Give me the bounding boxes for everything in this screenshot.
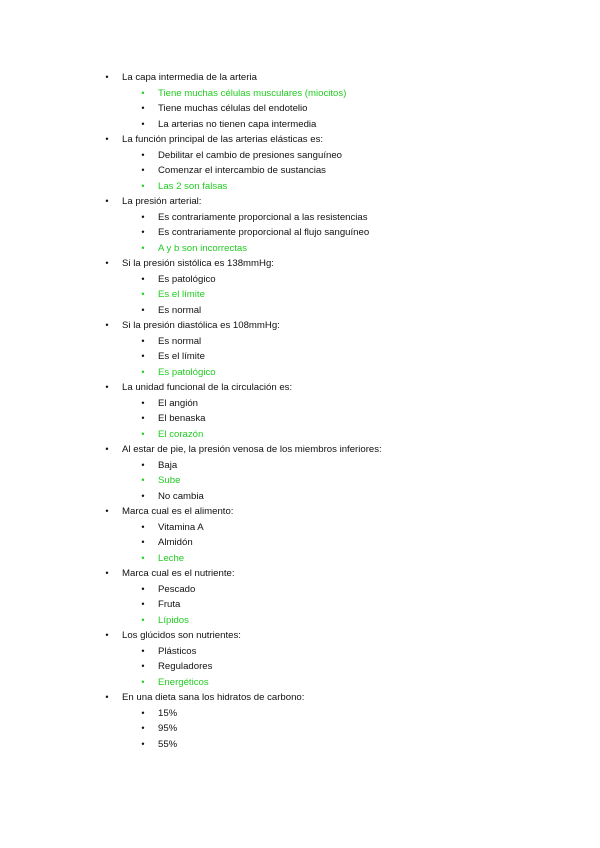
option-item-correct xyxy=(0,179,600,195)
question-item xyxy=(0,566,600,582)
bullet-icon: • xyxy=(141,118,145,129)
bullet-icon: • xyxy=(141,273,145,284)
option-text: Lípidos xyxy=(158,614,189,626)
option-item xyxy=(0,163,600,179)
option-text: Almidón xyxy=(158,537,193,548)
option-text: Es normal xyxy=(158,335,202,347)
bullet-icon: • xyxy=(141,599,145,609)
option-text: Es patológico xyxy=(158,273,216,285)
option-text: Es contrariamente proporcional al flujo sanguíneo xyxy=(158,227,370,238)
option-item xyxy=(0,303,600,319)
option-text: El corazón xyxy=(158,428,204,440)
option-text: Es normal xyxy=(158,304,202,316)
option-text: 55% xyxy=(158,738,178,750)
option-item xyxy=(0,721,600,737)
question-text: En una dieta sana los hidratos de carbono: xyxy=(122,692,305,703)
option-item xyxy=(0,535,600,551)
option-item-correct xyxy=(0,675,600,691)
option-text: Energéticos xyxy=(158,676,209,688)
bullet-icon: • xyxy=(105,134,109,144)
option-text: Es el límite xyxy=(158,351,205,362)
question-item xyxy=(0,194,600,210)
bullet-icon: • xyxy=(141,87,145,98)
option-text: Es patológico xyxy=(158,366,216,378)
bullet-icon: • xyxy=(105,258,109,268)
option-item xyxy=(0,582,600,598)
question-text: La función principal de las arterias elásticas es: xyxy=(122,134,324,145)
bullet-icon: • xyxy=(105,568,109,578)
bullet-icon: • xyxy=(141,723,145,733)
bullet-icon: • xyxy=(141,413,145,423)
option-text: Es el límite xyxy=(158,289,205,300)
bullet-icon: • xyxy=(105,692,109,702)
question-item xyxy=(0,628,600,644)
question-item xyxy=(0,442,600,458)
bullet-icon: • xyxy=(141,242,145,253)
option-item xyxy=(0,272,600,288)
option-item xyxy=(0,411,600,427)
option-text: Las 2 son falsas xyxy=(158,180,228,192)
bullet-icon: • xyxy=(105,444,109,454)
option-item-correct xyxy=(0,473,600,489)
question-text: La unidad funcional de la circulación es: xyxy=(122,382,293,393)
bullet-icon: • xyxy=(141,459,145,470)
bullet-icon: • xyxy=(141,521,145,532)
question-text: Marca cual es el nutriente: xyxy=(122,568,235,579)
option-text: Tiene muchas células musculares (miocitos) xyxy=(158,87,347,99)
bullet-icon: • xyxy=(105,382,109,392)
question-text: Si la presión diastólica es 108mmHg: xyxy=(122,320,280,331)
bullet-icon: • xyxy=(141,227,145,237)
option-text: Sube xyxy=(158,475,181,486)
bullet-icon: • xyxy=(141,351,145,361)
question-text: Marca cual es el alimento: xyxy=(122,506,234,517)
option-text: Leche xyxy=(158,552,185,564)
bullet-icon: • xyxy=(141,645,145,656)
option-text: Debilitar el cambio de presiones sanguíneo xyxy=(158,149,342,161)
bullet-icon: • xyxy=(105,630,109,640)
bullet-icon: • xyxy=(141,335,145,346)
bullet-icon: • xyxy=(141,738,145,749)
bullet-icon: • xyxy=(141,661,145,671)
question-item xyxy=(0,256,600,272)
question-text: Los glúcidos son nutrientes: xyxy=(122,630,241,641)
option-item xyxy=(0,659,600,675)
option-text: 95% xyxy=(158,723,178,734)
option-text: A y b son incorrectas xyxy=(158,242,248,254)
question-item xyxy=(0,504,600,520)
bullet-icon: • xyxy=(141,676,145,687)
bullet-icon: • xyxy=(141,428,145,439)
option-item xyxy=(0,117,600,133)
bullet-icon: • xyxy=(141,103,145,113)
bullet-icon: • xyxy=(141,583,145,594)
bullet-icon: • xyxy=(141,180,145,191)
question-item xyxy=(0,70,600,86)
question-text: Si la presión sistólica es 138mmHg: xyxy=(122,258,274,269)
option-text: No cambia xyxy=(158,490,204,502)
option-text: La arterias no tienen capa intermedia xyxy=(158,118,317,130)
option-text: Pescado xyxy=(158,583,196,595)
question-item xyxy=(0,318,600,334)
option-item xyxy=(0,225,600,241)
option-item xyxy=(0,458,600,474)
option-item xyxy=(0,597,600,613)
option-item xyxy=(0,644,600,660)
option-item xyxy=(0,210,600,226)
bullet-icon: • xyxy=(105,196,109,206)
option-item-correct xyxy=(0,287,600,303)
option-text: Vitamina A xyxy=(158,521,204,533)
bullet-icon: • xyxy=(105,506,109,516)
bullet-icon: • xyxy=(141,552,145,563)
question-item xyxy=(0,132,600,148)
bullet-icon: • xyxy=(105,72,109,82)
question-list xyxy=(0,70,600,752)
question-text: La presión arterial: xyxy=(122,196,202,207)
option-item xyxy=(0,101,600,117)
option-text: Comenzar el intercambio de sustancias xyxy=(158,165,326,176)
bullet-icon: • xyxy=(141,537,145,547)
bullet-icon: • xyxy=(141,397,145,408)
bullet-icon: • xyxy=(141,149,145,160)
option-text: Baja xyxy=(158,459,178,471)
bullet-icon: • xyxy=(141,366,145,377)
option-text: Es contrariamente proporcional a las resistencias xyxy=(158,211,368,223)
option-item-correct xyxy=(0,613,600,629)
option-item xyxy=(0,489,600,505)
question-text: La capa intermedia de la arteria xyxy=(122,72,257,83)
option-text: 15% xyxy=(158,707,178,719)
option-item-correct xyxy=(0,427,600,443)
bullet-icon: • xyxy=(141,165,145,175)
option-item xyxy=(0,148,600,164)
question-item xyxy=(0,690,600,706)
option-item-correct xyxy=(0,551,600,567)
option-item-correct xyxy=(0,86,600,102)
bullet-icon: • xyxy=(141,490,145,501)
bullet-icon: • xyxy=(141,304,145,315)
option-text: Fruta xyxy=(158,599,181,610)
bullet-icon: • xyxy=(141,707,145,718)
option-text: El benaska xyxy=(158,413,206,424)
option-text: Tiene muchas células del endotelio xyxy=(158,103,308,114)
option-item xyxy=(0,706,600,722)
bullet-icon: • xyxy=(141,211,145,222)
option-item xyxy=(0,334,600,350)
option-item xyxy=(0,396,600,412)
option-item-correct xyxy=(0,365,600,381)
option-text: Plásticos xyxy=(158,645,197,657)
bullet-icon: • xyxy=(141,614,145,625)
bullet-icon: • xyxy=(141,475,145,485)
question-item xyxy=(0,380,600,396)
option-item-correct xyxy=(0,241,600,257)
option-item xyxy=(0,520,600,536)
option-item xyxy=(0,349,600,365)
question-text: Al estar de pie, la presión venosa de los miembros inferiores: xyxy=(122,444,382,455)
option-text: Reguladores xyxy=(158,661,213,672)
option-item xyxy=(0,737,600,753)
bullet-icon: • xyxy=(105,320,109,330)
option-text: El angión xyxy=(158,397,199,409)
bullet-icon: • xyxy=(141,289,145,299)
